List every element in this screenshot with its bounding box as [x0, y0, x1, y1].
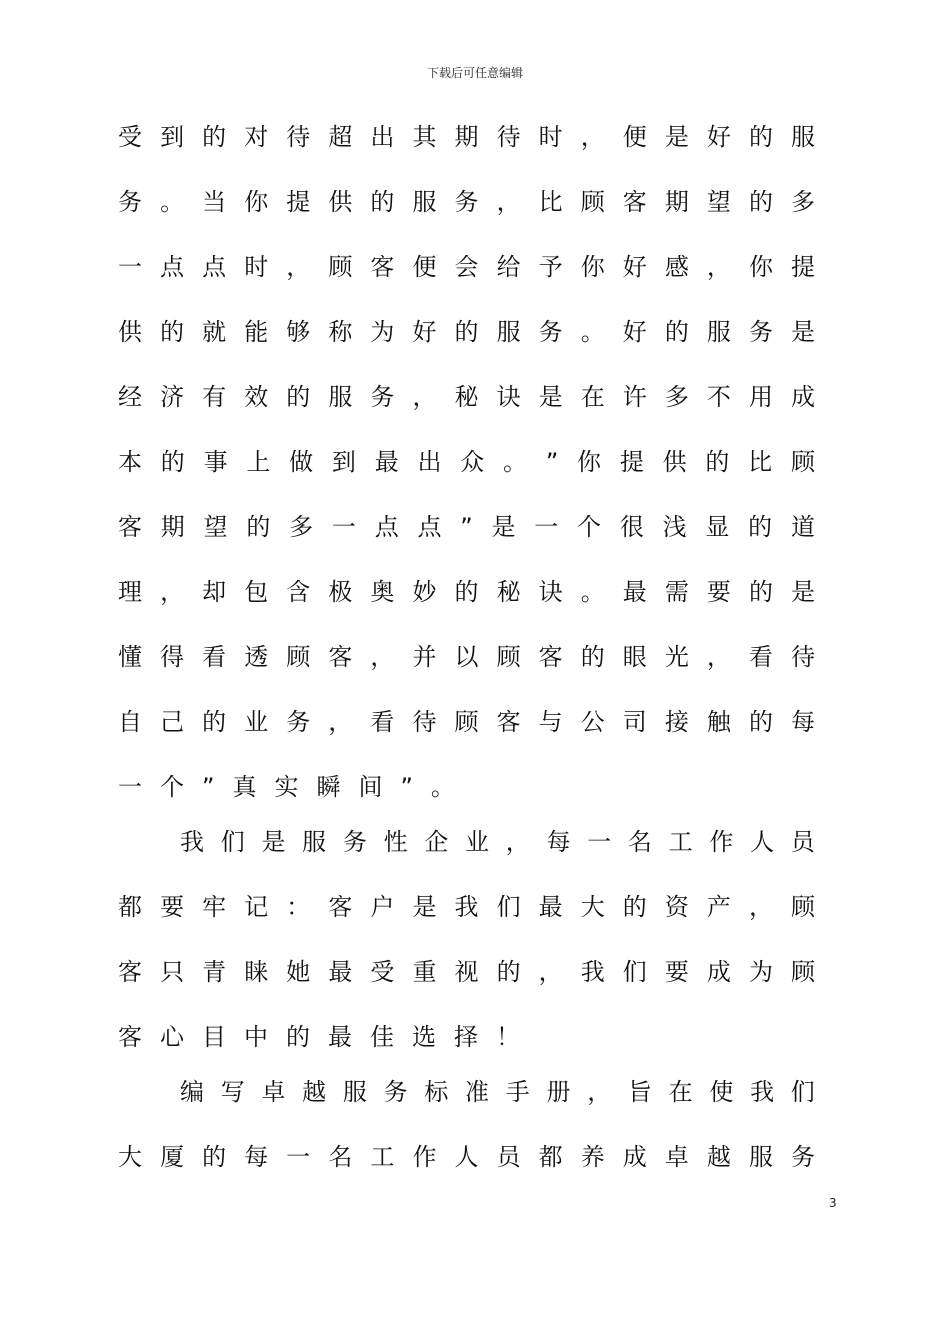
text-line: 务 。 当 你 提 供 的 服 务 ， 比 顾 客 期 望 的 多: [118, 188, 815, 216]
text-line: 编 写 卓 越 服 务 标 准 手 册 ， 旨 在 使 我 们: [180, 1078, 815, 1106]
page-number: 3: [829, 1196, 837, 1210]
text-line: 都 要 牢 记 ： 客 户 是 我 们 最 大 的 资 产 ， 顾: [118, 893, 815, 921]
text-line: 客 心 目 中 的 最 佳 选 择 ！: [118, 1023, 520, 1051]
text-line: 一 点 点 时 ， 顾 客 便 会 给 予 你 好 感 ， 你 提: [118, 253, 815, 281]
text-line: 懂 得 看 透 顾 客 ， 并 以 顾 客 的 眼 光 ， 看 待: [118, 643, 815, 671]
text-line: 一 个 ” 真 实 瞬 间 ” 。: [118, 773, 455, 801]
text-line: 客 只 青 睐 她 最 受 重 视 的 ， 我 们 要 成 为 顾: [118, 958, 815, 986]
text-line: 理 ， 却 包 含 极 奥 妙 的 秘 诀 。 最 需 要 的 是: [118, 578, 815, 606]
page-header: 下载后可任意编辑: [426, 66, 523, 80]
text-line: 受 到 的 对 待 超 出 其 期 待 时 ， 便 是 好 的 服: [118, 123, 815, 151]
text-line: 大 厦 的 每 一 名 工 作 人 员 都 养 成 卓 越 服 务: [118, 1143, 815, 1171]
text-line: 供 的 就 能 够 称 为 好 的 服 务 。 好 的 服 务 是: [118, 318, 815, 346]
text-line: 我 们 是 服 务 性 企 业 ， 每 一 名 工 作 人 员: [180, 828, 815, 856]
text-line: 自 己 的 业 务 ， 看 待 顾 客 与 公 司 接 触 的 每: [118, 708, 815, 736]
text-line: 本 的 事 上 做 到 最 出 众 。 ” 你 提 供 的 比 顾: [118, 448, 815, 476]
text-line: 经 济 有 效 的 服 务 ， 秘 诀 是 在 许 多 不 用 成: [118, 383, 815, 411]
text-line: 客 期 望 的 多 一 点 点 ” 是 一 个 很 浅 显 的 道: [118, 513, 815, 541]
